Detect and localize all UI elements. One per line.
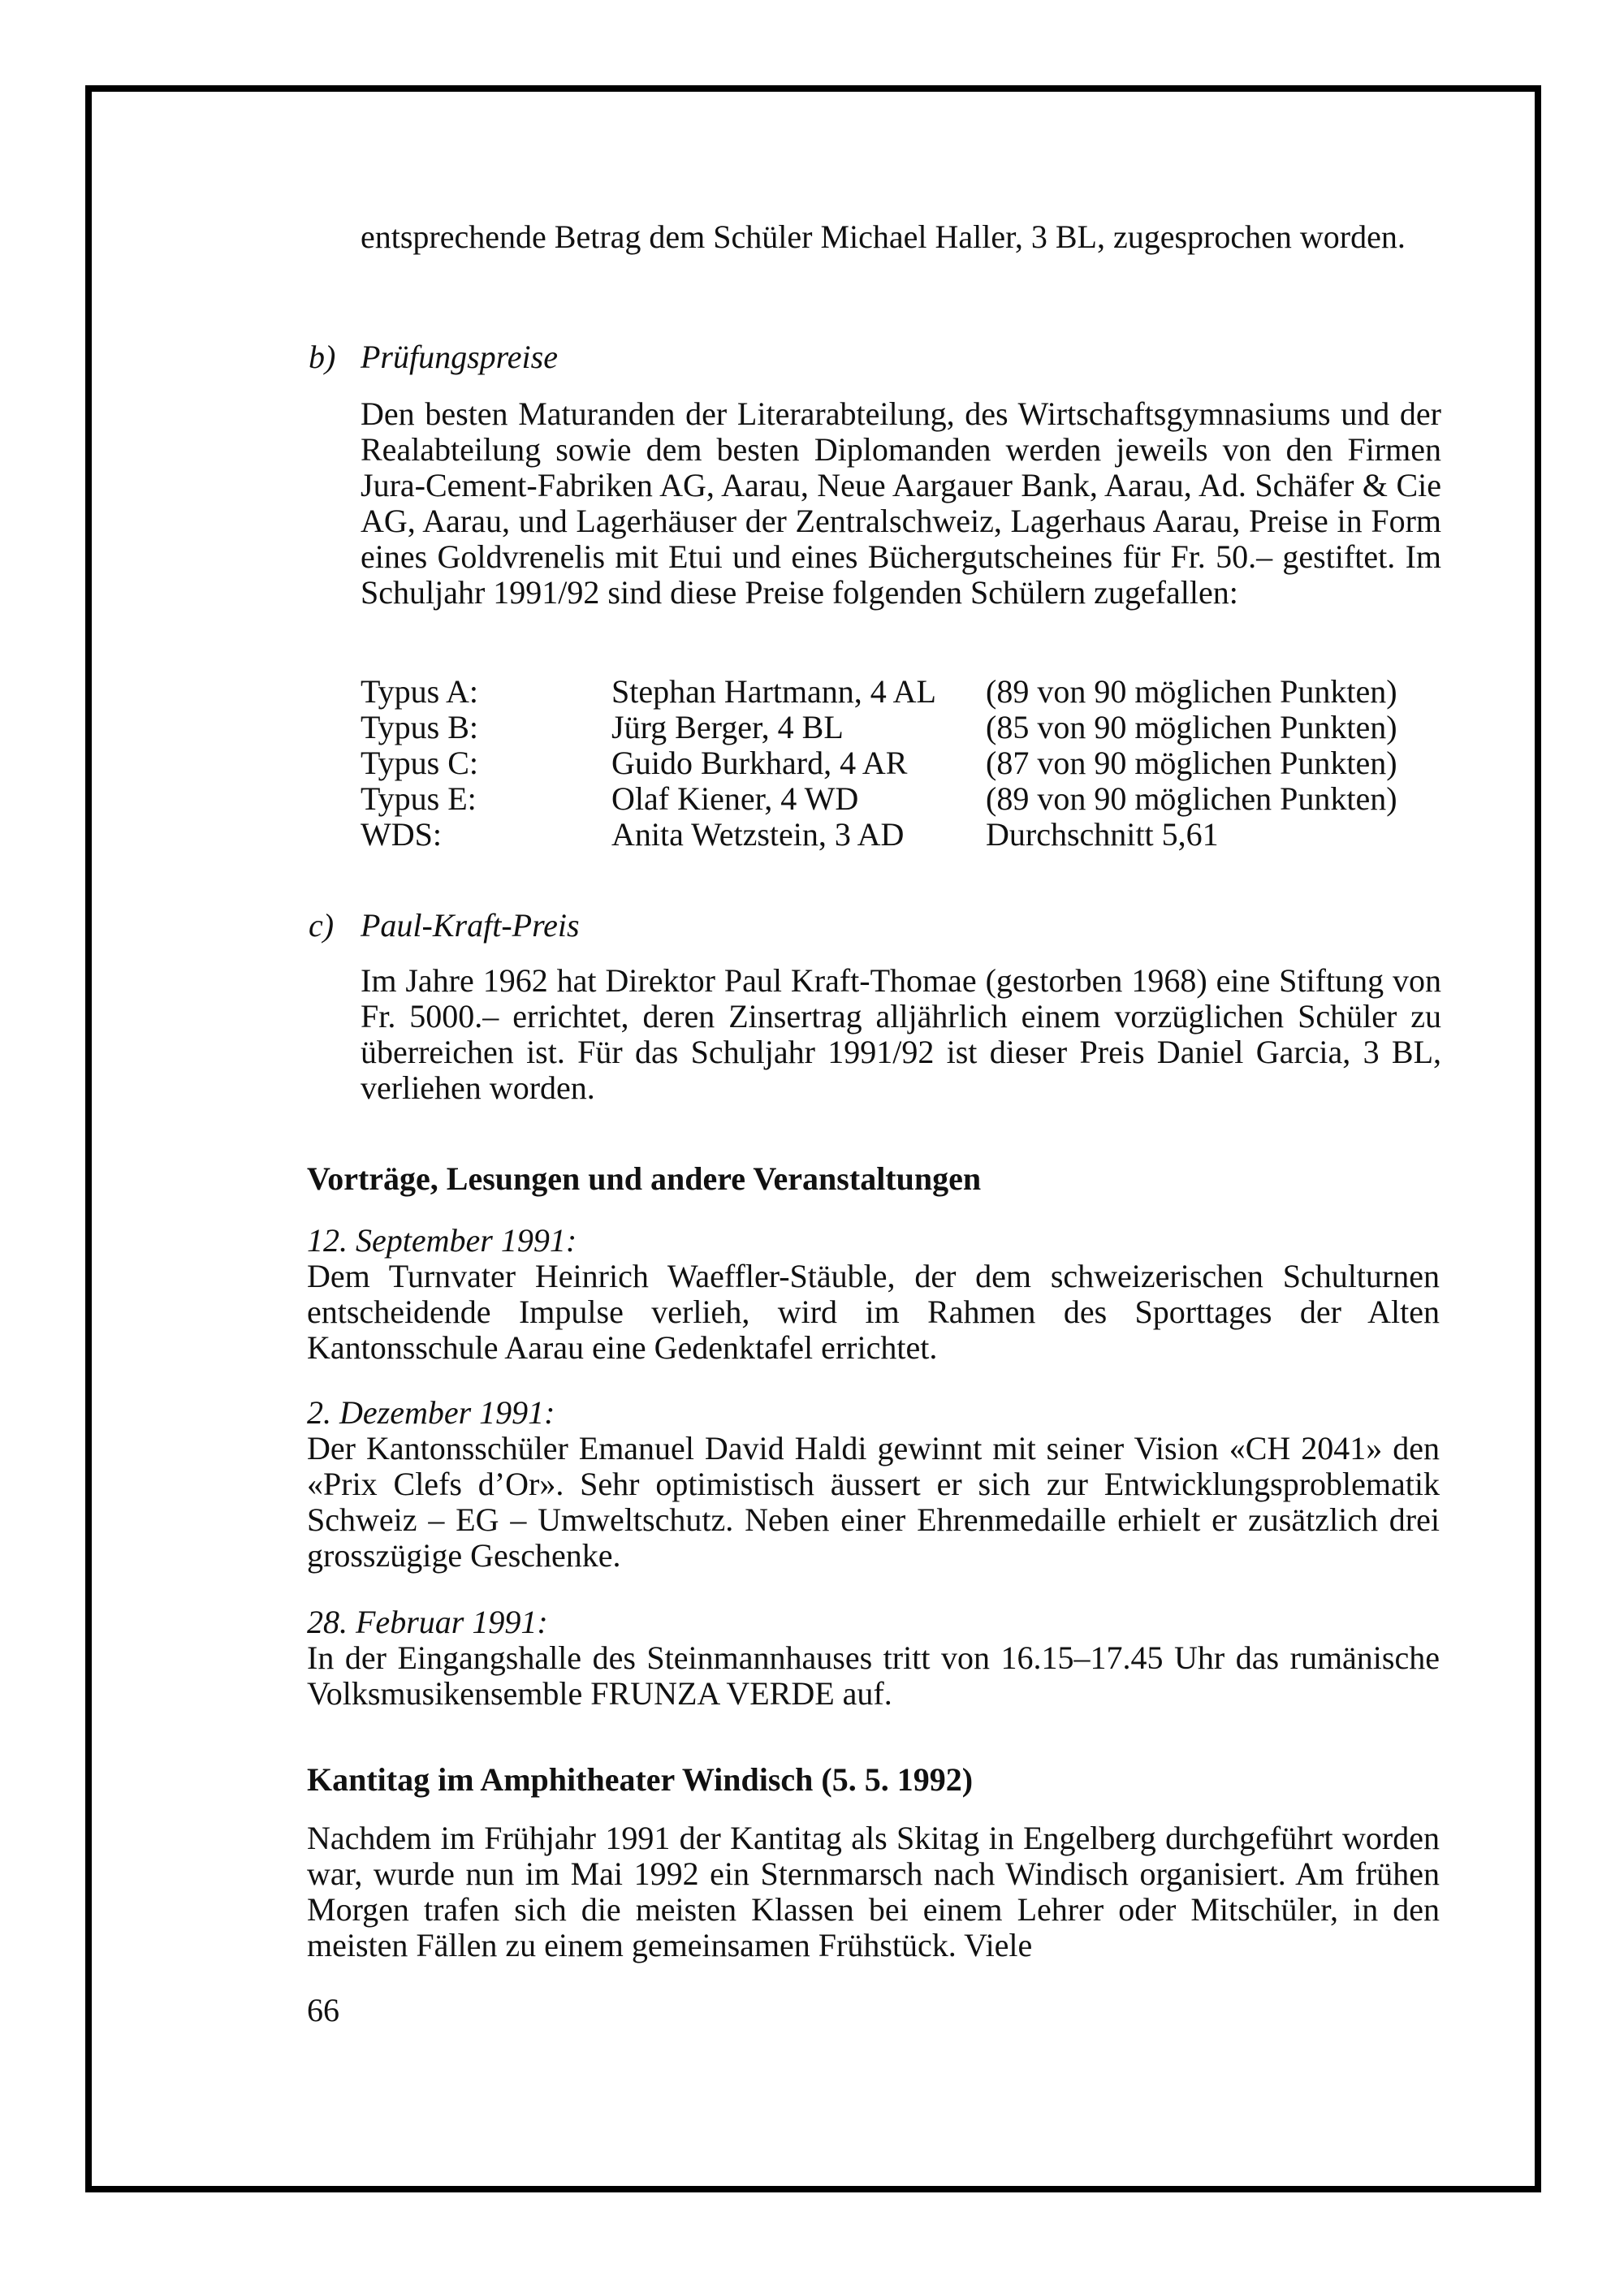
event-item	[307, 1395, 1440, 1574]
winner-type: Typus E:	[361, 780, 477, 817]
events-heading-text: Vorträge, Lesungen und andere Veranstaltungen	[307, 1160, 982, 1197]
section-b-heading	[309, 339, 1441, 375]
winner-name: Stephan Hartmann, 4 AL	[611, 673, 936, 710]
intro-text: entsprechende Betrag dem Schüler Michael Haller, 3 BL, zugesprochen worden.	[361, 218, 1406, 255]
event-item	[307, 1605, 1440, 1712]
kantitag-heading-text: Kantitag im Amphitheater Windisch (5. 5. 1992)	[307, 1761, 974, 1798]
winners-table-wrap	[309, 674, 1441, 853]
section-b-marker: b)	[309, 339, 336, 375]
winner-type: WDS:	[361, 816, 442, 853]
intro-paragraph	[309, 219, 1441, 255]
kantitag-paragraph	[307, 1821, 1440, 1963]
winner-type: Typus A:	[361, 673, 478, 710]
table-row	[361, 781, 1397, 817]
kantitag-text: Nachdem im Frühjahr 1991 der Kantitag als Skitag in Engelberg durchgeführt worden war, wurde nun im Mai 1992 ein Sternmarsch nach Windisch organisiert. Am frühen Morgen trafen sich die meisten Klassen bei einem Lehrer oder Mitschüler, in den meisten Fällen zu einem gemeinsamen Frühstück. Viele	[307, 1820, 1440, 1963]
winner-name: Jürg Berger, 4 BL	[611, 709, 844, 745]
winner-score: (85 von 90 möglichen Punkten)	[986, 709, 1397, 745]
winner-score: (87 von 90 möglichen Punkten)	[986, 745, 1397, 781]
event-text: Der Kantonsschüler Emanuel David Haldi gewinnt mit seiner Vision «CH 2041» den «Prix Clefs d’Or». Sehr optimistisch äussert er sich zur Entwicklungsproblematik Schweiz – EG – Umweltschutz. Neben einer Ehrenmedaille erhielt er zusätzlich drei grosszügige Geschenke.	[307, 1430, 1440, 1574]
event-date: 12. September 1991:	[307, 1222, 577, 1259]
event-text: In der Eingangshalle des Steinmannhauses tritt von 16.15–17.45 Uhr das rumänische Volksmusikensemble FRUNZA VERDE auf.	[307, 1639, 1440, 1712]
section-c-marker: c)	[309, 907, 335, 944]
winner-score: (89 von 90 möglichen Punkten)	[986, 780, 1397, 817]
table-row	[361, 745, 1397, 781]
kantitag-heading	[307, 1762, 1440, 1798]
table-row	[361, 817, 1397, 853]
table-row	[361, 710, 1397, 745]
section-c-text: Im Jahre 1962 hat Direktor Paul Kraft-Thomae (gestorben 1968) eine Stiftung von Fr. 5000.– errichtet, deren Zinsertrag alljährlich einem vorzüglichen Schüler zu überreichen ist. Für das Schuljahr 1991/92 ist dieser Preis Daniel Garcia, 3 BL, verliehen worden.	[361, 962, 1441, 1106]
event-text: Dem Turnvater Heinrich Waeffler-Stäuble, der dem schweizerischen Schulturnen entscheidende Impulse verlieh, wird im Rahmen des Sporttages der Alten Kantonsschule Aarau eine Gedenktafel errichtet.	[307, 1258, 1440, 1366]
events-heading	[307, 1161, 1440, 1197]
winners-table	[361, 674, 1397, 853]
winner-name: Guido Burkhard, 4 AR	[611, 745, 908, 781]
winner-score: Durchschnitt 5,61	[986, 816, 1219, 853]
section-b-paragraph	[309, 396, 1441, 611]
winner-score: (89 von 90 möglichen Punkten)	[986, 673, 1397, 710]
section-c-heading	[309, 908, 1441, 944]
section-b-text: Den besten Maturanden der Literarabteilung, des Wirtschaftsgymnasiums und der Realabteilung sowie dem besten Diplomanden werden jeweils von den Firmen Jura-Cement-Fabriken AG, Aarau, Neue Aargauer Bank, Aarau, Ad. Schäfer & Cie AG, Aarau, und Lagerhäuser der Zentralschweiz, Lagerhaus Aarau, Preise in Form eines Goldvrenelis mit Etui und eines Büchergutscheines für Fr. 50.– gestiftet. Im Schuljahr 1991/92 sind diese Preise folgenden Schülern zugefallen:	[361, 395, 1441, 611]
page-number: 66	[307, 1992, 339, 2028]
winner-type: Typus B:	[361, 709, 478, 745]
event-item	[307, 1223, 1440, 1366]
table-row	[361, 674, 1397, 710]
winner-name: Olaf Kiener, 4 WD	[611, 780, 859, 817]
winner-name: Anita Wetzstein, 3 AD	[611, 816, 905, 853]
winner-type: Typus C:	[361, 745, 478, 781]
event-date: 28. Februar 1991:	[307, 1604, 548, 1640]
section-c-paragraph	[309, 963, 1441, 1106]
section-b-title: Prüfungspreise	[361, 339, 558, 375]
section-c-title: Paul-Kraft-Preis	[361, 907, 580, 944]
event-date: 2. Dezember 1991:	[307, 1394, 555, 1431]
